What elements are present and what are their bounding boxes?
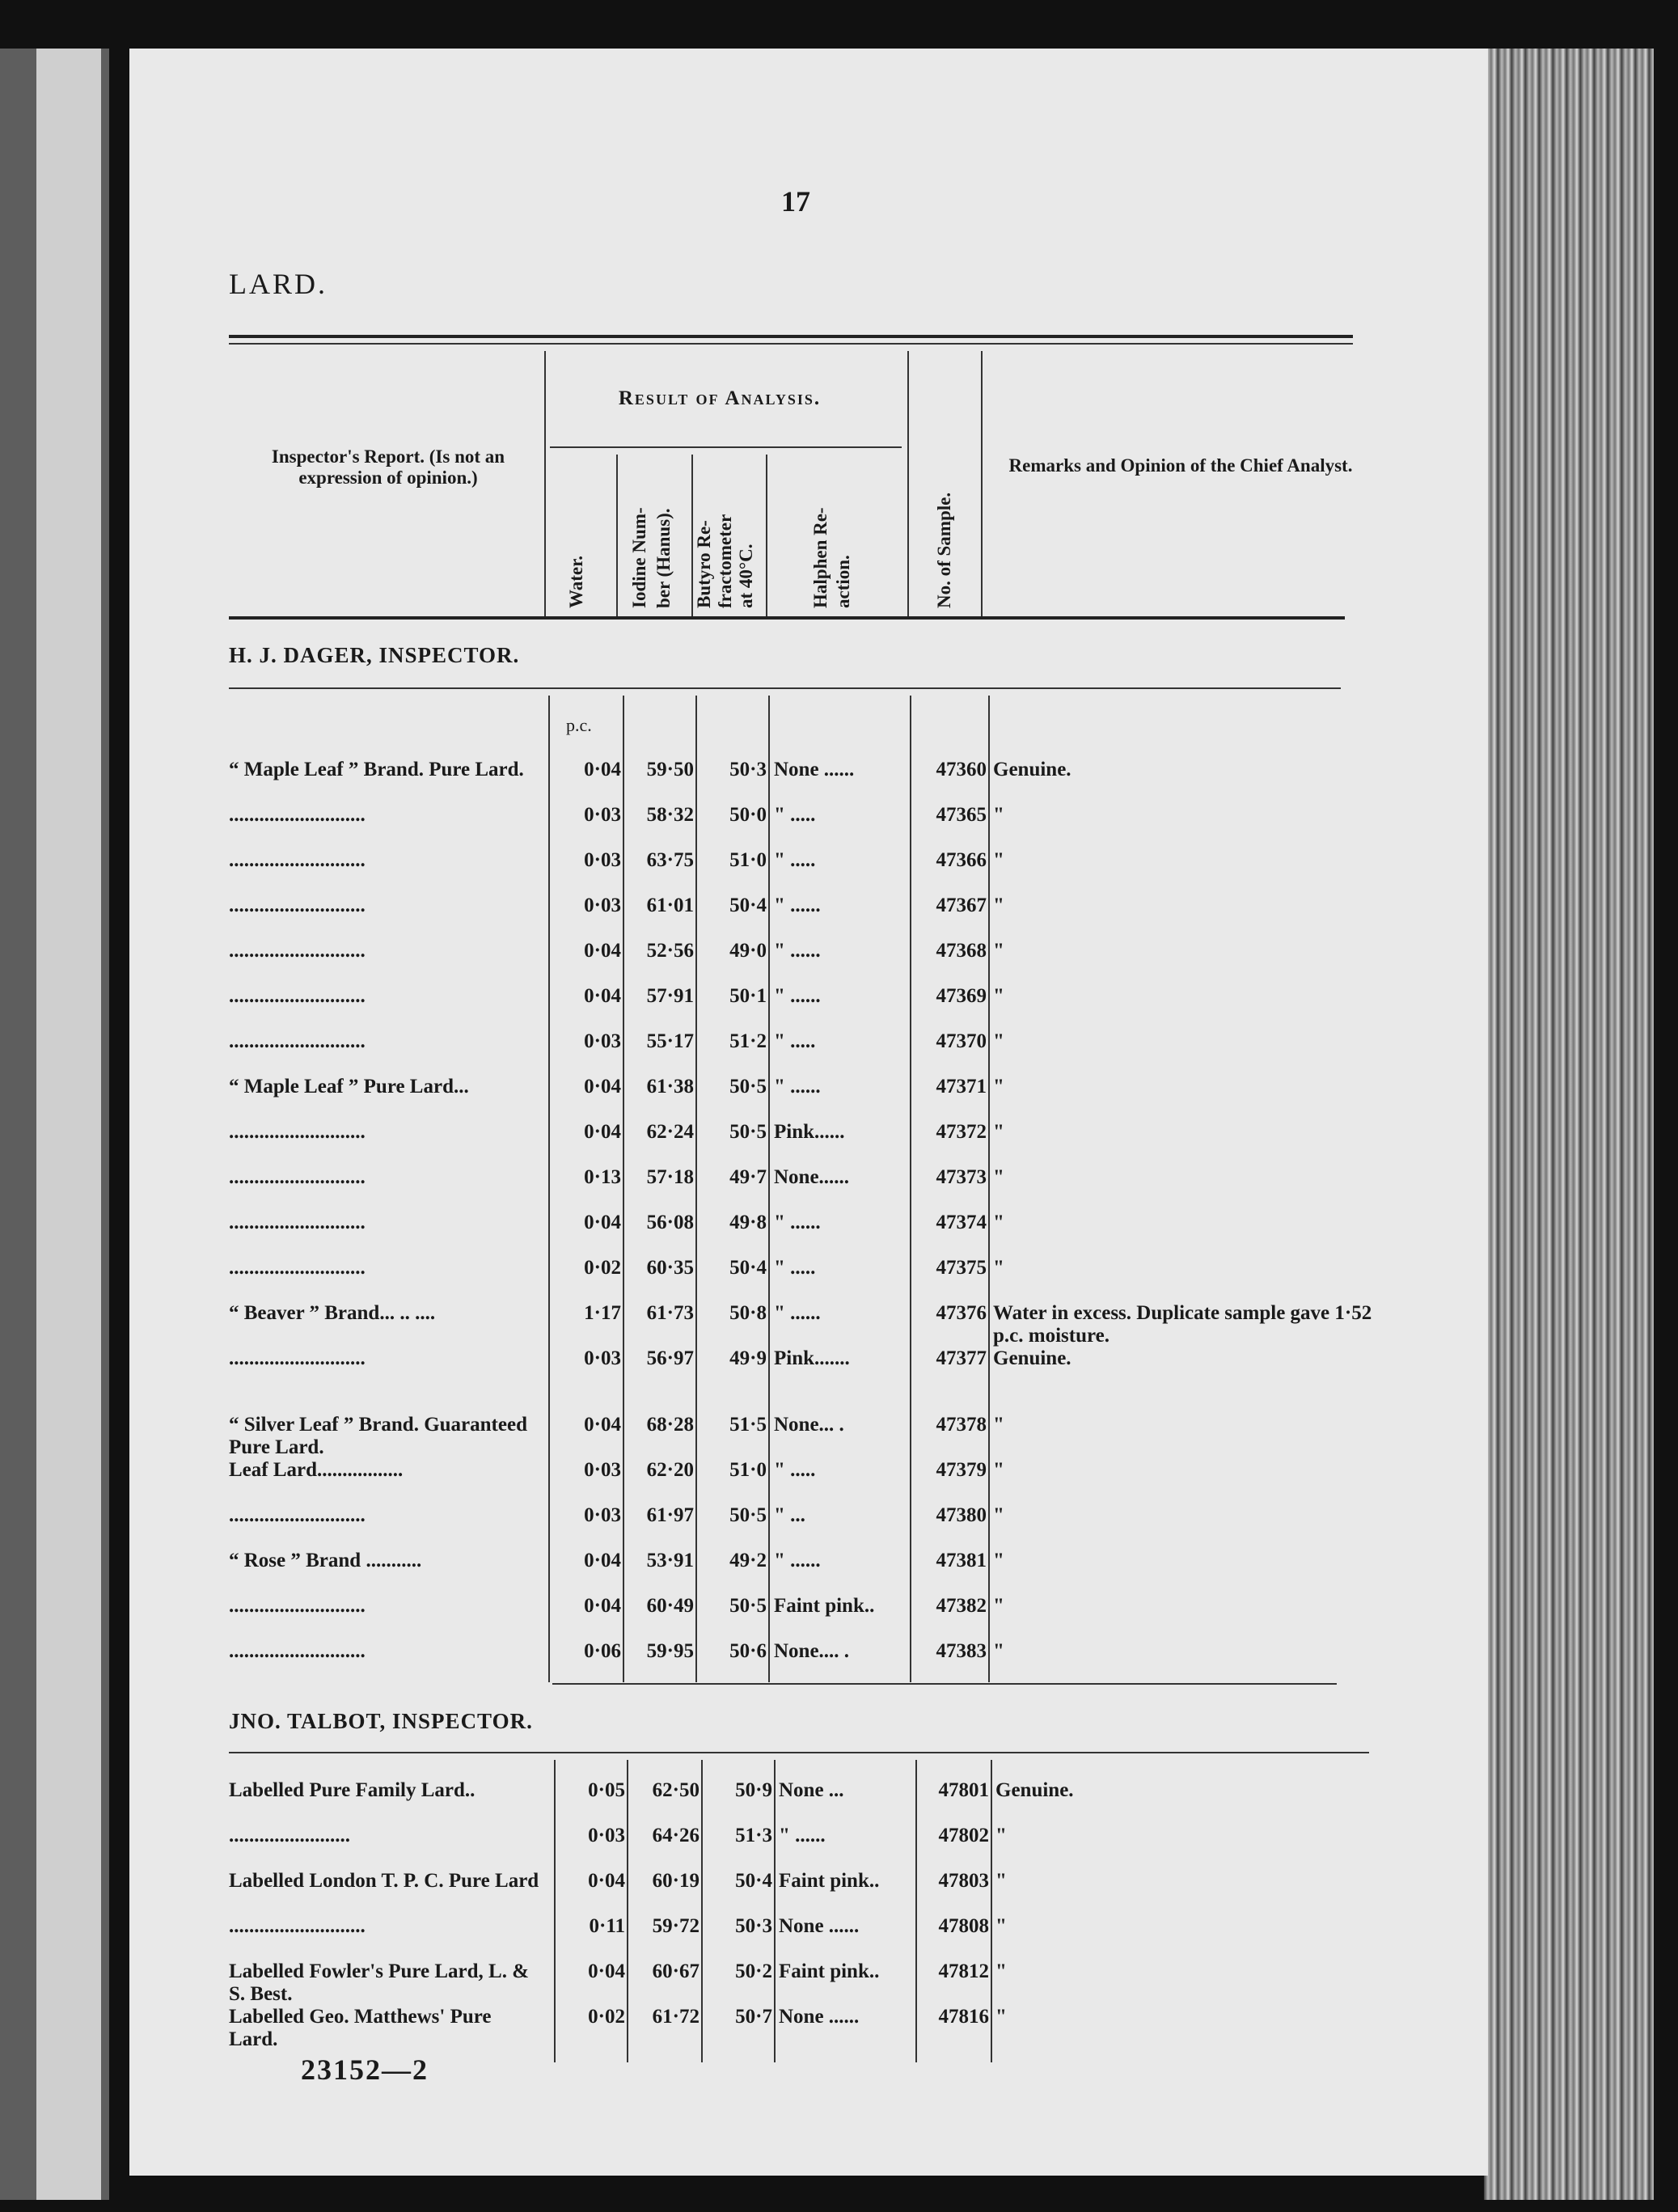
row-butyro: 50·3 (729, 759, 767, 780)
row-iodine: 56·97 (646, 1347, 694, 1369)
sample-no-header: No. of Sample. (934, 492, 954, 608)
row-iodine: 60·19 (652, 1870, 700, 1892)
iodine-header-line1: Iodine Num- (629, 507, 649, 608)
page-number: 17 (781, 185, 810, 218)
row-description: “ Beaver ” Brand... .. .... (229, 1302, 436, 1324)
row-sample: 47378 (936, 1414, 987, 1436)
row-halphen: " ...... (779, 1825, 826, 1846)
row-description: ........................... (229, 1030, 366, 1052)
row-iodine: 61·72 (652, 2006, 700, 2028)
row-sample: 47365 (936, 804, 987, 826)
row-butyro: 50·5 (729, 1595, 767, 1617)
row-iodine: 57·18 (646, 1166, 694, 1188)
row-water: 0·04 (584, 1212, 621, 1233)
row-description: ........................... (229, 1121, 366, 1143)
row-sample: 47372 (936, 1121, 987, 1143)
row-description: ........................... (229, 940, 366, 962)
header-vline (544, 351, 546, 616)
row-description: ........................... (229, 1915, 366, 1937)
butyro-header-line2: fractometer (715, 514, 735, 608)
row-iodine: 62·20 (646, 1459, 694, 1481)
row-iodine: 59·50 (646, 759, 694, 780)
row-description: ........................... (229, 1347, 366, 1369)
row-remark: " (995, 1960, 1007, 1982)
row-iodine: 60·49 (646, 1595, 694, 1617)
row-butyro: 50·9 (735, 1779, 772, 1801)
row-description: ........................... (229, 804, 366, 826)
row-halphen: " ... (774, 1504, 805, 1526)
table-vline (623, 696, 624, 1682)
row-sample: 47376 (936, 1302, 987, 1324)
row-water: 0·04 (584, 1121, 621, 1143)
row-butyro: 51·0 (729, 1459, 767, 1481)
row-remark: " (993, 1166, 1004, 1188)
header-vline (616, 455, 618, 616)
row-description: ........................... (229, 1257, 366, 1279)
row-remark: Genuine. (993, 759, 1071, 780)
result-of-analysis-header: Result of Analysis. (618, 387, 822, 409)
row-iodine: 61·38 (646, 1076, 694, 1098)
row-description: ........................... (229, 1212, 366, 1233)
row-water: 0·04 (584, 1414, 621, 1436)
row-iodine: 63·75 (646, 849, 694, 871)
unit-label: p.c. (566, 715, 592, 735)
row-halphen: " ...... (774, 1550, 821, 1571)
row-butyro: 49·0 (729, 940, 767, 962)
row-butyro: 50·4 (735, 1870, 772, 1892)
row-sample: 47808 (938, 1915, 989, 1937)
adjacent-page-edge (0, 49, 109, 2200)
header-vline (766, 455, 767, 616)
row-water: 0·03 (584, 1504, 621, 1526)
row-water: 1·17 (584, 1302, 621, 1324)
row-description: Labelled Pure Family Lard.. (229, 1779, 476, 1801)
row-iodine: 61·01 (646, 895, 694, 916)
row-remark: " (993, 1257, 1004, 1279)
footer-code: 23152—2 (301, 2053, 429, 2086)
row-halphen: " ...... (774, 1212, 821, 1233)
row-remark: " (995, 1870, 1007, 1892)
row-butyro: 51·3 (735, 1825, 772, 1846)
row-butyro: 51·5 (729, 1414, 767, 1436)
row-butyro: 50·3 (735, 1915, 772, 1937)
row-water: 0·04 (584, 1595, 621, 1617)
row-water: 0·03 (584, 1459, 621, 1481)
row-halphen: Pink...... (774, 1121, 845, 1143)
row-butyro: 50·5 (729, 1121, 767, 1143)
row-butyro: 49·9 (729, 1347, 767, 1369)
header-vline (691, 455, 693, 616)
table-vline (991, 1760, 992, 2062)
row-water: 0·04 (584, 1076, 621, 1098)
header-top-rule-2 (229, 343, 1353, 345)
row-halphen: None.... . (774, 1640, 850, 1662)
row-iodine: 61·73 (646, 1302, 694, 1324)
row-butyro: 50·4 (729, 895, 767, 916)
row-halphen: " ...... (774, 895, 821, 916)
row-iodine: 61·97 (646, 1504, 694, 1526)
row-butyro: 50·7 (735, 2006, 772, 2028)
row-water: 0·03 (584, 849, 621, 871)
row-description: Leaf Lard................. (229, 1459, 404, 1481)
row-remark: " (993, 1121, 1004, 1143)
row-remark: " (995, 2006, 1007, 2028)
row-remark: " (995, 1915, 1007, 1937)
row-sample: 47816 (938, 2006, 989, 2028)
row-sample: 47370 (936, 1030, 987, 1052)
row-sample: 47379 (936, 1459, 987, 1481)
row-remark: " (993, 1459, 1004, 1481)
row-remark: " (993, 1595, 1004, 1617)
row-sample: 47803 (938, 1870, 989, 1892)
row-butyro: 50·1 (729, 985, 767, 1007)
inspector-heading: JNO. TALBOT, INSPECTOR. (229, 1709, 533, 1733)
row-remark: " (993, 1212, 1004, 1233)
row-iodine: 62·24 (646, 1121, 694, 1143)
book-page-edges (1484, 49, 1654, 2200)
row-sample: 47801 (938, 1779, 989, 1801)
row-iodine: 64·26 (652, 1825, 700, 1846)
row-halphen: " ..... (774, 1459, 816, 1481)
header-top-rule (229, 335, 1353, 338)
row-water: 0·04 (584, 759, 621, 780)
row-iodine: 56·08 (646, 1212, 694, 1233)
row-sample: 47375 (936, 1257, 987, 1279)
row-description: Labelled Fowler's Pure Lard, L. & S. Best. (229, 1960, 530, 2005)
row-water: 0·04 (584, 985, 621, 1007)
row-halphen: " ..... (774, 1030, 816, 1052)
row-halphen: " ..... (774, 849, 816, 871)
row-halphen: None ... (779, 1779, 844, 1801)
row-butyro: 50·5 (729, 1076, 767, 1098)
row-sample: 47381 (936, 1550, 987, 1571)
row-sample: 47368 (936, 940, 987, 962)
row-butyro: 49·8 (729, 1212, 767, 1233)
row-halphen: " ...... (774, 940, 821, 962)
section-end-rule (552, 1683, 1337, 1685)
table-vline (695, 696, 697, 1682)
row-sample: 47382 (936, 1595, 987, 1617)
row-butyro: 50·5 (729, 1504, 767, 1526)
row-description: ........................... (229, 1504, 366, 1526)
page-title: LARD. (229, 268, 328, 300)
row-remark: " (993, 985, 1004, 1007)
row-water: 0·04 (584, 1550, 621, 1571)
row-halphen: Faint pink.. (779, 1960, 880, 1982)
row-water: 0·03 (584, 804, 621, 826)
row-sample: 47802 (938, 1825, 989, 1846)
row-halphen: None ...... (774, 759, 855, 780)
row-remark: " (993, 849, 1004, 871)
row-description: ........................... (229, 1166, 366, 1188)
row-iodine: 60·67 (652, 1960, 700, 1982)
row-sample: 47371 (936, 1076, 987, 1098)
row-remark: " (993, 1030, 1004, 1052)
row-water: 0·06 (584, 1640, 621, 1662)
row-sample: 47374 (936, 1212, 987, 1233)
row-sample: 47367 (936, 895, 987, 916)
row-sample: 47380 (936, 1504, 987, 1526)
row-butyro: 51·2 (729, 1030, 767, 1052)
row-description: Labelled Geo. Matthews' Pure Lard. (229, 2006, 492, 2050)
table-vline (774, 1760, 776, 2062)
row-butyro: 50·8 (729, 1302, 767, 1324)
row-sample: 47812 (938, 1960, 989, 1982)
row-iodine: 59·95 (646, 1640, 694, 1662)
row-iodine: 58·32 (646, 804, 694, 826)
row-iodine: 52·56 (646, 940, 694, 962)
butyro-header-line1: Butyro Re- (694, 520, 714, 608)
row-halphen: Pink....... (774, 1347, 850, 1369)
row-water: 0·03 (584, 895, 621, 916)
row-halphen: " ...... (774, 985, 821, 1007)
row-iodine: 55·17 (646, 1030, 694, 1052)
row-water: 0·04 (588, 1870, 625, 1892)
row-remark: Genuine. (995, 1779, 1074, 1801)
row-description: “ Silver Leaf ” Brand. Guaranteed Pure Lard. (229, 1414, 527, 1458)
row-remark: " (993, 1414, 1004, 1436)
header-vline (981, 351, 983, 616)
halphen-header-line2: action. (833, 555, 853, 608)
remarks-header: Remarks and Opinion of the Chief Analyst. (1008, 455, 1353, 476)
row-halphen: " ..... (774, 804, 816, 826)
row-water: 0·11 (589, 1915, 625, 1937)
row-butyro: 49·2 (729, 1550, 767, 1571)
row-water: 0·05 (588, 1779, 625, 1801)
row-remark: Genuine. (993, 1347, 1071, 1369)
row-water: 0·03 (584, 1347, 621, 1369)
row-water: 0·02 (584, 1257, 621, 1279)
row-halphen: None... . (774, 1414, 844, 1436)
halphen-header-line1: Halphen Re- (810, 507, 831, 608)
row-description: ........................... (229, 895, 366, 916)
row-water: 0·03 (584, 1030, 621, 1052)
row-butyro: 50·0 (729, 804, 767, 826)
row-remark: " (993, 804, 1004, 826)
row-halphen: Faint pink.. (779, 1870, 880, 1892)
row-description: “ Maple Leaf ” Pure Lard... (229, 1076, 469, 1098)
row-butyro: 50·6 (729, 1640, 767, 1662)
table-vline (910, 696, 911, 1682)
row-remark: " (993, 1504, 1004, 1526)
row-water: 0·02 (588, 2006, 625, 2028)
row-butyro: 49·7 (729, 1166, 767, 1188)
row-butyro: 50·2 (735, 1960, 772, 1982)
table-vline (915, 1760, 917, 2062)
header-vline (907, 351, 909, 616)
row-sample: 47377 (936, 1347, 987, 1369)
row-iodine: 60·35 (646, 1257, 694, 1279)
row-sample: 47360 (936, 759, 987, 780)
row-water: 0·04 (584, 940, 621, 962)
row-iodine: 53·91 (646, 1550, 694, 1571)
row-halphen: None ...... (779, 1915, 860, 1937)
row-remark: " (993, 1076, 1004, 1098)
table-vline (548, 696, 550, 1682)
table-vline (988, 696, 990, 1682)
row-description: “ Rose ” Brand ........... (229, 1550, 422, 1571)
row-description: “ Maple Leaf ” Brand. Pure Lard. (229, 759, 524, 780)
row-sample: 47369 (936, 985, 987, 1007)
table-vline (768, 696, 770, 1682)
result-rule (550, 446, 902, 448)
row-sample: 47373 (936, 1166, 987, 1188)
row-butyro: 50·4 (729, 1257, 767, 1279)
inspector-report-header: Inspector's Report. (Is not an expression of opinion.) (271, 446, 505, 488)
row-remark: " (993, 895, 1004, 916)
row-water: 0·04 (588, 1960, 625, 1982)
row-sample: 47366 (936, 849, 987, 871)
row-halphen: " ...... (774, 1302, 821, 1324)
row-butyro: 51·0 (729, 849, 767, 871)
row-iodine: 57·91 (646, 985, 694, 1007)
row-halphen: None ...... (779, 2006, 860, 2028)
row-remark: " (993, 1640, 1004, 1662)
row-remark: " (993, 940, 1004, 962)
row-remark: " (993, 1550, 1004, 1571)
section-rule (229, 687, 1341, 689)
row-water: 0·03 (588, 1825, 625, 1846)
section-rule (229, 1752, 1369, 1753)
water-header: Water. (566, 556, 586, 608)
butyro-header-line3: at 40°C. (736, 543, 756, 608)
row-description: ........................... (229, 1595, 366, 1617)
inspector-heading: H. J. DAGER, INSPECTOR. (229, 643, 520, 667)
row-halphen: Faint pink.. (774, 1595, 875, 1617)
row-water: 0·13 (584, 1166, 621, 1188)
row-sample: 47383 (936, 1640, 987, 1662)
row-description: ........................... (229, 1640, 366, 1662)
row-description: ........................... (229, 849, 366, 871)
row-remark: Water in excess. Duplicate sample gave 1·52 p.c. moisture. (993, 1302, 1372, 1347)
row-iodine: 68·28 (646, 1414, 694, 1436)
iodine-header-line2: ber (Hanus). (653, 508, 674, 608)
document-page (129, 49, 1488, 2176)
row-halphen: None...... (774, 1166, 850, 1188)
row-description: Labelled London T. P. C. Pure Lard (229, 1870, 539, 1892)
row-description: ........................ (229, 1825, 350, 1846)
row-iodine: 62·50 (652, 1779, 700, 1801)
row-iodine: 59·72 (652, 1915, 700, 1937)
row-description: ........................... (229, 985, 366, 1007)
row-remark: " (995, 1825, 1007, 1846)
row-halphen: " ...... (774, 1076, 821, 1098)
header-bottom-rule (229, 616, 1345, 620)
row-halphen: " ..... (774, 1257, 816, 1279)
